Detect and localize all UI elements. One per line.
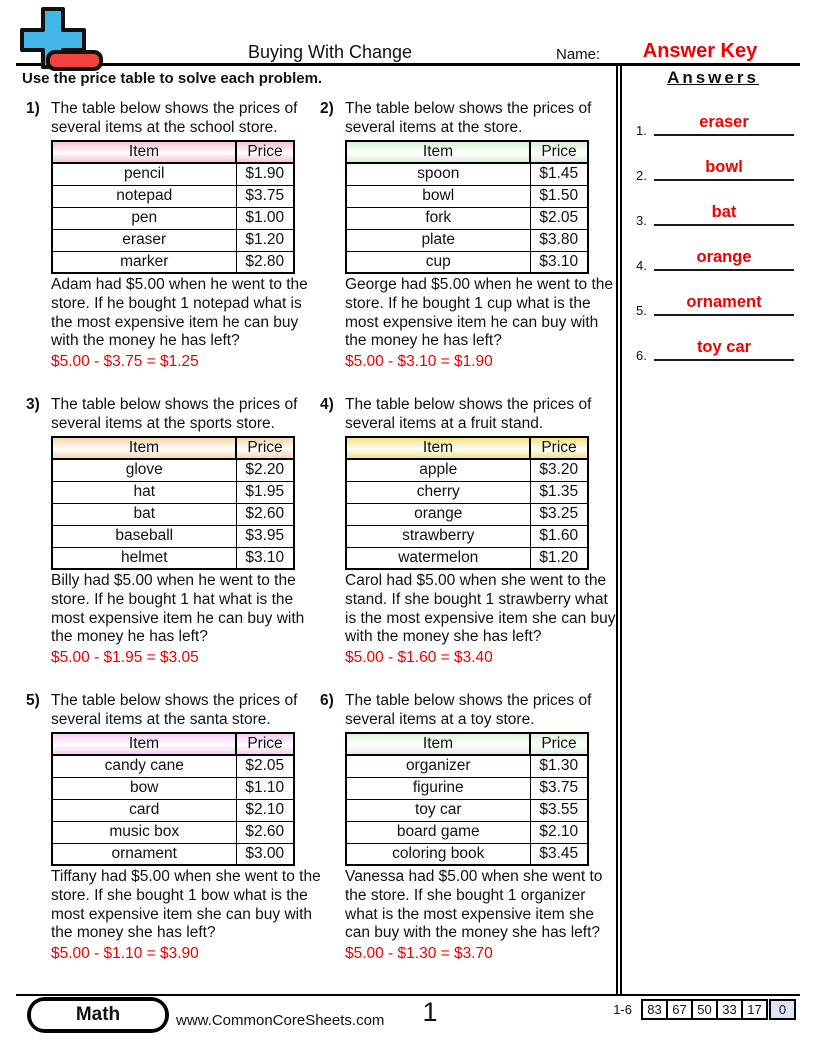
price-cell: $3.95 — [236, 525, 294, 547]
item-cell: hat — [52, 481, 236, 503]
price-cell: $1.00 — [236, 207, 294, 229]
problem-3 — [26, 396, 320, 667]
table-header-price: Price — [530, 141, 588, 163]
price-cell: $3.10 — [530, 251, 588, 273]
answer-blank-line — [654, 314, 794, 316]
problem-question: Vanessa had $5.00 when she went to the store. If she bought 1 organizer what is the most expensive item she can buy with the money she has left? — [345, 868, 603, 942]
table-row — [346, 777, 588, 799]
name-label: Name: — [556, 46, 601, 63]
problem-intro: The table below shows the prices of several items at the sports store. — [51, 396, 298, 432]
table-row — [346, 821, 588, 843]
problem-row-2 — [26, 396, 616, 667]
answer-text: ornament — [686, 293, 762, 311]
table-row — [52, 777, 294, 799]
table-row — [346, 481, 588, 503]
answer-item-3 — [630, 184, 796, 229]
price-cell: $1.45 — [530, 163, 588, 185]
price-cell: $2.80 — [236, 251, 294, 273]
problem-number: 6) — [320, 692, 334, 709]
problem-row-1 — [26, 100, 612, 371]
table-header-item: Item — [346, 437, 530, 459]
table-row — [52, 843, 294, 865]
price-cell: $2.05 — [236, 755, 294, 777]
price-cell: $2.60 — [236, 503, 294, 525]
table-row — [346, 251, 588, 273]
answer-item-2 — [630, 139, 796, 184]
problem-intro: The table below shows the prices of several items at a fruit stand. — [345, 396, 592, 432]
table-header-price: Price — [236, 437, 294, 459]
table-header-price: Price — [236, 141, 294, 163]
answer-text: orange — [696, 248, 752, 266]
table-row — [52, 229, 294, 251]
answer-number: 3. — [636, 213, 647, 228]
score-range-label: 1-6 — [613, 1002, 632, 1017]
price-cell: $3.00 — [236, 843, 294, 865]
problem-intro: The table below shows the prices of several items at a toy store. — [345, 692, 592, 728]
table-row — [346, 799, 588, 821]
problem-intro: The table below shows the prices of several items at the store. — [345, 100, 592, 136]
problem-solution: $5.00 - $1.10 = $3.90 — [51, 945, 199, 963]
table-header-item: Item — [346, 733, 530, 755]
answer-item-4 — [630, 229, 796, 274]
problem-question: Adam had $5.00 when he went to the store. If he bought 1 notepad what is the most expensive item he can buy with the money he has left? — [51, 276, 308, 350]
problem-solution: $5.00 - $1.30 = $3.70 — [345, 945, 493, 963]
answer-blank-line — [654, 224, 794, 226]
answer-blank-line — [654, 179, 794, 181]
answer-text: bat — [711, 203, 737, 221]
item-cell: orange — [346, 503, 530, 525]
plus-minus-logo-icon — [12, 5, 106, 78]
problem-question: Tiffany had $5.00 when she went to the store. If she bought 1 bow what is the most expensive item she can buy with the money she has left? — [51, 868, 321, 942]
answer-item-6 — [630, 319, 796, 364]
answer-text: toy car — [696, 338, 752, 356]
problem-4 — [320, 396, 614, 667]
score-box: 50 — [691, 999, 718, 1020]
item-cell: notepad — [52, 185, 236, 207]
price-cell: $1.35 — [530, 481, 588, 503]
item-cell: helmet — [52, 547, 236, 569]
subject-badge — [27, 997, 169, 1033]
price-cell: $2.20 — [236, 459, 294, 481]
problem-6 — [320, 692, 614, 963]
answer-blank-line — [654, 134, 794, 136]
score-box-highlighted: 0 — [769, 999, 796, 1020]
header-divider-line — [16, 63, 800, 66]
answer-item-5 — [630, 274, 796, 319]
item-cell: apple — [346, 459, 530, 481]
problem-solution: $5.00 - $1.95 = $3.05 — [51, 649, 199, 667]
table-row — [52, 821, 294, 843]
price-cell: $1.95 — [236, 481, 294, 503]
item-cell: fork — [346, 207, 530, 229]
answers-panel — [630, 68, 796, 364]
item-cell: plate — [346, 229, 530, 251]
price-cell: $2.10 — [236, 799, 294, 821]
price-table — [51, 732, 295, 866]
table-row — [52, 547, 294, 569]
answer-item-1 — [630, 94, 796, 139]
table-row — [346, 229, 588, 251]
score-tracker — [613, 999, 796, 1020]
price-table — [51, 140, 295, 274]
item-cell: glove — [52, 459, 236, 481]
score-box: 33 — [716, 999, 743, 1020]
item-cell: pencil — [52, 163, 236, 185]
price-table — [345, 436, 589, 570]
problem-solution: $5.00 - $3.10 = $1.90 — [345, 353, 493, 371]
item-cell: strawberry — [346, 525, 530, 547]
price-cell: $3.25 — [530, 503, 588, 525]
problem-intro: The table below shows the prices of several items at the santa store. — [51, 692, 298, 728]
score-box: 67 — [666, 999, 693, 1020]
score-box: 83 — [641, 999, 668, 1020]
table-row — [346, 459, 588, 481]
problem-number: 3) — [26, 396, 40, 413]
answer-number: 2. — [636, 168, 647, 183]
price-table — [345, 140, 589, 274]
table-row — [346, 843, 588, 865]
price-cell: $3.20 — [530, 459, 588, 481]
price-cell: $3.10 — [236, 547, 294, 569]
problem-number: 1) — [26, 100, 40, 117]
table-row — [346, 163, 588, 185]
table-header-item: Item — [346, 141, 530, 163]
price-cell: $3.80 — [530, 229, 588, 251]
table-row — [52, 459, 294, 481]
item-cell: ornament — [52, 843, 236, 865]
problem-5 — [26, 692, 320, 963]
item-cell: baseball — [52, 525, 236, 547]
problem-row-3 — [26, 692, 612, 963]
score-box: 17 — [741, 999, 768, 1020]
price-cell: $2.60 — [236, 821, 294, 843]
item-cell: spoon — [346, 163, 530, 185]
table-row — [52, 163, 294, 185]
price-cell: $1.50 — [530, 185, 588, 207]
item-cell: pen — [52, 207, 236, 229]
worksheet-instruction: Use the price table to solve each problem. — [22, 70, 323, 87]
price-cell: $1.10 — [236, 777, 294, 799]
item-cell: cherry — [346, 481, 530, 503]
problem-solution: $5.00 - $1.60 = $3.40 — [345, 649, 493, 667]
item-cell: card — [52, 799, 236, 821]
table-row — [346, 503, 588, 525]
problem-number: 5) — [26, 692, 40, 709]
problem-2 — [320, 100, 614, 371]
answer-number: 4. — [636, 258, 647, 273]
table-header-price: Price — [530, 733, 588, 755]
price-cell: $1.20 — [236, 229, 294, 251]
table-row — [52, 755, 294, 777]
price-cell: $3.55 — [530, 799, 588, 821]
item-cell: watermelon — [346, 547, 530, 569]
item-cell: coloring book — [346, 843, 530, 865]
table-row — [52, 481, 294, 503]
answer-text: bowl — [705, 158, 743, 176]
item-cell: toy car — [346, 799, 530, 821]
item-cell: candy cane — [52, 755, 236, 777]
answers-divider-double-line — [616, 64, 622, 996]
table-row — [346, 547, 588, 569]
answer-blank-line — [654, 359, 794, 361]
table-row — [52, 525, 294, 547]
table-row — [346, 185, 588, 207]
table-row — [346, 525, 588, 547]
table-header-item: Item — [52, 141, 236, 163]
table-header-item: Item — [52, 733, 236, 755]
answer-number: 6. — [636, 348, 647, 363]
website-url: www.CommonCoreSheets.com — [176, 1012, 385, 1029]
table-header-price: Price — [236, 733, 294, 755]
problem-solution: $5.00 - $3.75 = $1.25 — [51, 353, 199, 371]
item-cell: eraser — [52, 229, 236, 251]
item-cell: board game — [346, 821, 530, 843]
problem-intro: The table below shows the prices of several items at the school store. — [51, 100, 298, 136]
price-cell: $3.75 — [236, 185, 294, 207]
answer-number: 1. — [636, 123, 647, 138]
answer-key-label: Answer Key — [642, 40, 758, 62]
problem-question: George had $5.00 when he went to the store. If he bought 1 cup what is the most expensive item he can buy with the money he has left? — [345, 276, 614, 350]
price-cell: $1.20 — [530, 547, 588, 569]
price-cell: $3.75 — [530, 777, 588, 799]
price-cell: $1.60 — [530, 525, 588, 547]
problem-question: Billy had $5.00 when he went to the store. If he bought 1 hat what is the most expensive item he can buy with the money he has left? — [51, 572, 305, 646]
problem-number: 4) — [320, 396, 334, 413]
problem-1 — [26, 100, 320, 371]
price-cell: $3.45 — [530, 843, 588, 865]
table-header-item: Item — [52, 437, 236, 459]
problem-question: Carol had $5.00 when she went to the stand. If she bought 1 strawberry what is the most expensive item she can buy with the money she has left? — [345, 572, 616, 646]
footer-divider-line — [16, 994, 800, 996]
item-cell: organizer — [346, 755, 530, 777]
subject-badge-label: Math — [31, 1001, 165, 1029]
item-cell: figurine — [346, 777, 530, 799]
answer-blank-line — [654, 269, 794, 271]
page-title: Buying With Change — [247, 42, 413, 62]
price-cell: $1.30 — [530, 755, 588, 777]
price-cell: $2.10 — [530, 821, 588, 843]
item-cell: cup — [346, 251, 530, 273]
page-number: 1 — [422, 997, 438, 1027]
item-cell: marker — [52, 251, 236, 273]
answers-title: Answers — [667, 68, 759, 87]
price-table — [51, 436, 295, 570]
table-header-price: Price — [530, 437, 588, 459]
price-table — [345, 732, 589, 866]
item-cell: bowl — [346, 185, 530, 207]
item-cell: bow — [52, 777, 236, 799]
item-cell: bat — [52, 503, 236, 525]
price-cell: $2.05 — [530, 207, 588, 229]
table-row — [52, 503, 294, 525]
table-row — [52, 799, 294, 821]
table-row — [52, 251, 294, 273]
problem-number: 2) — [320, 100, 334, 117]
table-row — [346, 207, 588, 229]
item-cell: music box — [52, 821, 236, 843]
answer-number: 5. — [636, 303, 647, 318]
answer-text: eraser — [699, 113, 749, 131]
price-cell: $1.90 — [236, 163, 294, 185]
table-row — [52, 185, 294, 207]
table-row — [52, 207, 294, 229]
table-row — [346, 755, 588, 777]
